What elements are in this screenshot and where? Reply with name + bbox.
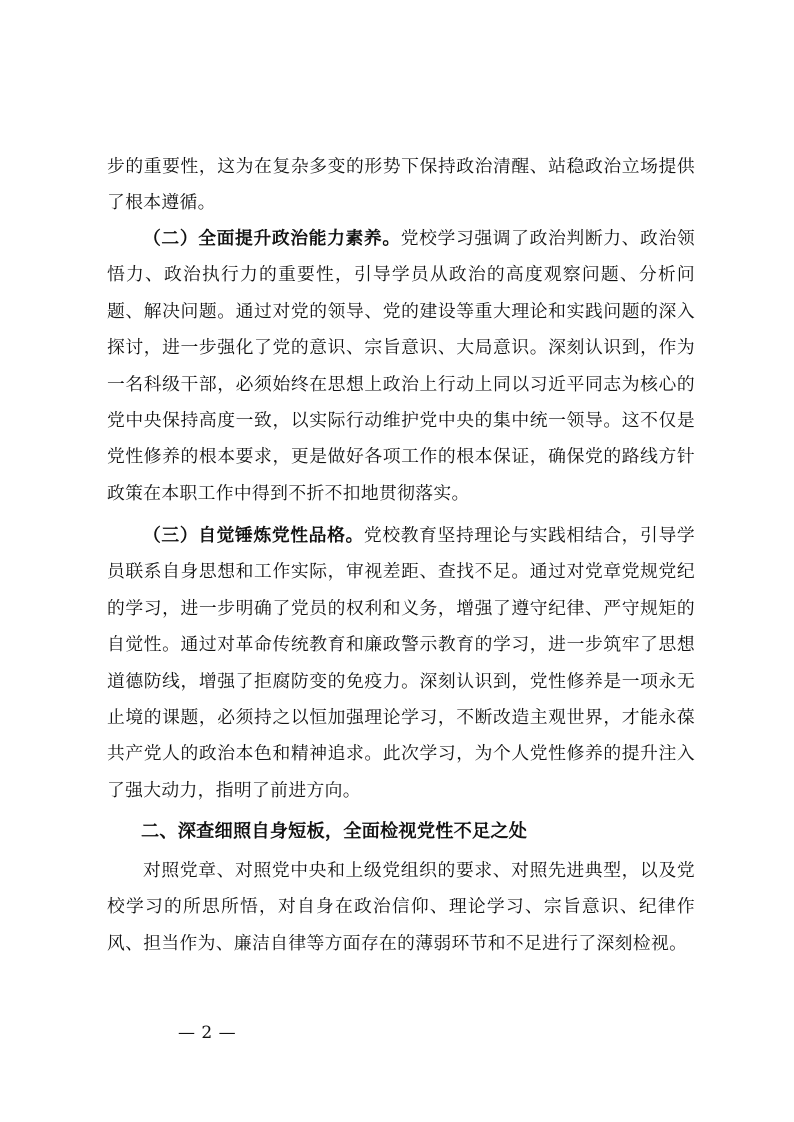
political-ability-subheading: （二）全面提升政治能力素养。 [143, 228, 401, 249]
party-character-body: 党校教育坚持理论与实践相结合，引导学员联系自身思想和工作实际，审视差距、查找不足。通过对党章党规党纪的学习，进一步明确了党员的权利和义务，增强了遵守纪律、严守规矩的自觉性。通过对革命传统教育和廉政警示教育的学习，进一步筑牢了思想道德防线，增强了拒腐防变的免疫力。深刻认识到，党性修养是一项永无止境的课题，必须持之以恒加强理论学习，不断改造主观世界，才能永葆共产党人的政治本色和精神追求。此次学习，为个人党性修养的提升注入了强大动力，指明了前进方向。 [107, 525, 695, 801]
body-section-party-character [107, 518, 695, 809]
party-character-subheading: （三）自觉锤炼党性品格。 [143, 525, 364, 546]
party-character-paragraph [107, 518, 695, 809]
section-heading-wrapper [107, 814, 695, 850]
page-number: — 2 — [178, 1023, 237, 1043]
body-section-political-ability [107, 221, 695, 512]
political-ability-paragraph [107, 221, 695, 512]
section-heading-shortcomings: 二、深查细照自身短板，全面检视党性不足之处 [141, 821, 528, 842]
political-ability-body: 党校学习强调了政治判断力、政治领悟力、政治执行力的重要性，引导学员从政治的高度观察问题、分析问题、解决问题。通过对党的领导、党的建设等重大理论和实践问题的深入探讨，进一步强化了党的意识、宗旨意识、大局意识。深刻认识到，作为一名科级干部，必须始终在思想上政治上行动上同以习近平同志为核心的党中央保持高度一致，以实际行动维护党中央的集中统一领导。这不仅是党性修养的根本要求，更是做好各项工作的根本保证，确保党的路线方针政策在本职工作中得到不折不扣地贯彻落实。 [107, 228, 695, 504]
self-review-paragraph: 对照党章、对照党中央和上级党组织的要求、对照先进典型，以及党校学习的所思所悟，对自身在政治信仰、理论学习、宗旨意识、纪律作风、担当作为、廉洁自律等方面存在的薄弱环节和不足进行了深刻检视。 [107, 860, 695, 954]
continuation-paragraph: 步的重要性，这为在复杂多变的形势下保持政治清醒、站稳政治立场提供了根本遵循。 [107, 156, 695, 214]
body-section-self-review [107, 853, 695, 962]
body-section-continuation [107, 149, 695, 222]
